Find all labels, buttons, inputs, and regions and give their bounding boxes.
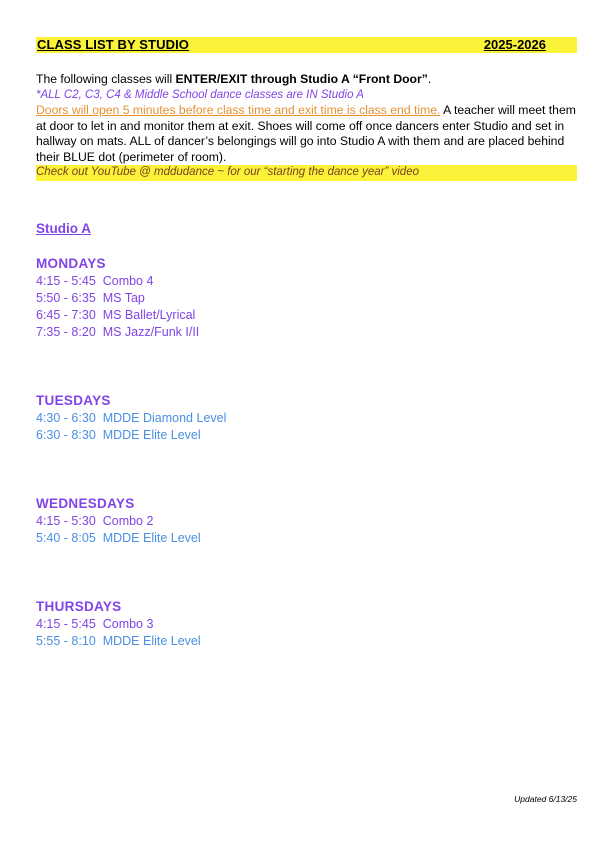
- class-item: 6:45 - 7:30 MS Ballet/Lyrical: [36, 308, 196, 322]
- title-bar: [36, 37, 577, 53]
- day-heading-thursday: THURSDAYS: [36, 599, 122, 614]
- day-heading-wednesday: WEDNESDAYS: [36, 496, 135, 511]
- intro-section: [36, 72, 581, 181]
- body-text: A teacher will meet them at door to let in and monitor them at exit. Shoes will come off once dancers enter Studio and set in hallway on mats. ALL of dancer’s belongings will go into Studio A with them and are placed behind their BLUE dot (perimeter of room).: [36, 103, 576, 164]
- intro-suffix: .: [427, 72, 432, 86]
- day-heading-monday: MONDAYS: [36, 256, 106, 271]
- intro-bold: ENTER/EXIT through Studio A “Front Door”: [175, 72, 428, 86]
- class-item: 6:30 - 8:30 MDDE Elite Level: [36, 428, 201, 442]
- class-item: 4:15 - 5:45 Combo 4: [36, 274, 154, 288]
- doors-text: Doors will open 5 minutes before class time and exit time is class end time.: [36, 103, 441, 117]
- intro-line: [36, 72, 581, 88]
- doors-paragraph: [36, 103, 581, 165]
- class-item: 5:50 - 6:35 MS Tap: [36, 291, 145, 305]
- class-item: 5:55 - 8:10 MDDE Elite Level: [36, 634, 201, 648]
- class-item: 7:35 - 8:20 MS Jazz/Funk I/II: [36, 325, 200, 339]
- page-title: CLASS LIST BY STUDIO: [37, 37, 189, 52]
- class-item: 4:30 - 6:30 MDDE Diamond Level: [36, 411, 227, 425]
- studio-note: *ALL C2, C3, C4 & Middle School dance classes are IN Studio A: [36, 88, 364, 101]
- youtube-note: Check out YouTube @ mddudance ~ for our “starting the dance year” video: [36, 165, 577, 181]
- class-item: 5:40 - 8:05 MDDE Elite Level: [36, 531, 201, 545]
- updated-date: Updated 6/13/25: [514, 794, 577, 804]
- intro-prefix: The following classes will: [36, 72, 176, 86]
- studio-heading: Studio A: [36, 221, 91, 236]
- school-year: 2025-2026: [483, 37, 546, 52]
- day-heading-tuesday: TUESDAYS: [36, 393, 111, 408]
- class-item: 4:15 - 5:45 Combo 3: [36, 617, 154, 631]
- class-item: 4:15 - 5:30 Combo 2: [36, 514, 154, 528]
